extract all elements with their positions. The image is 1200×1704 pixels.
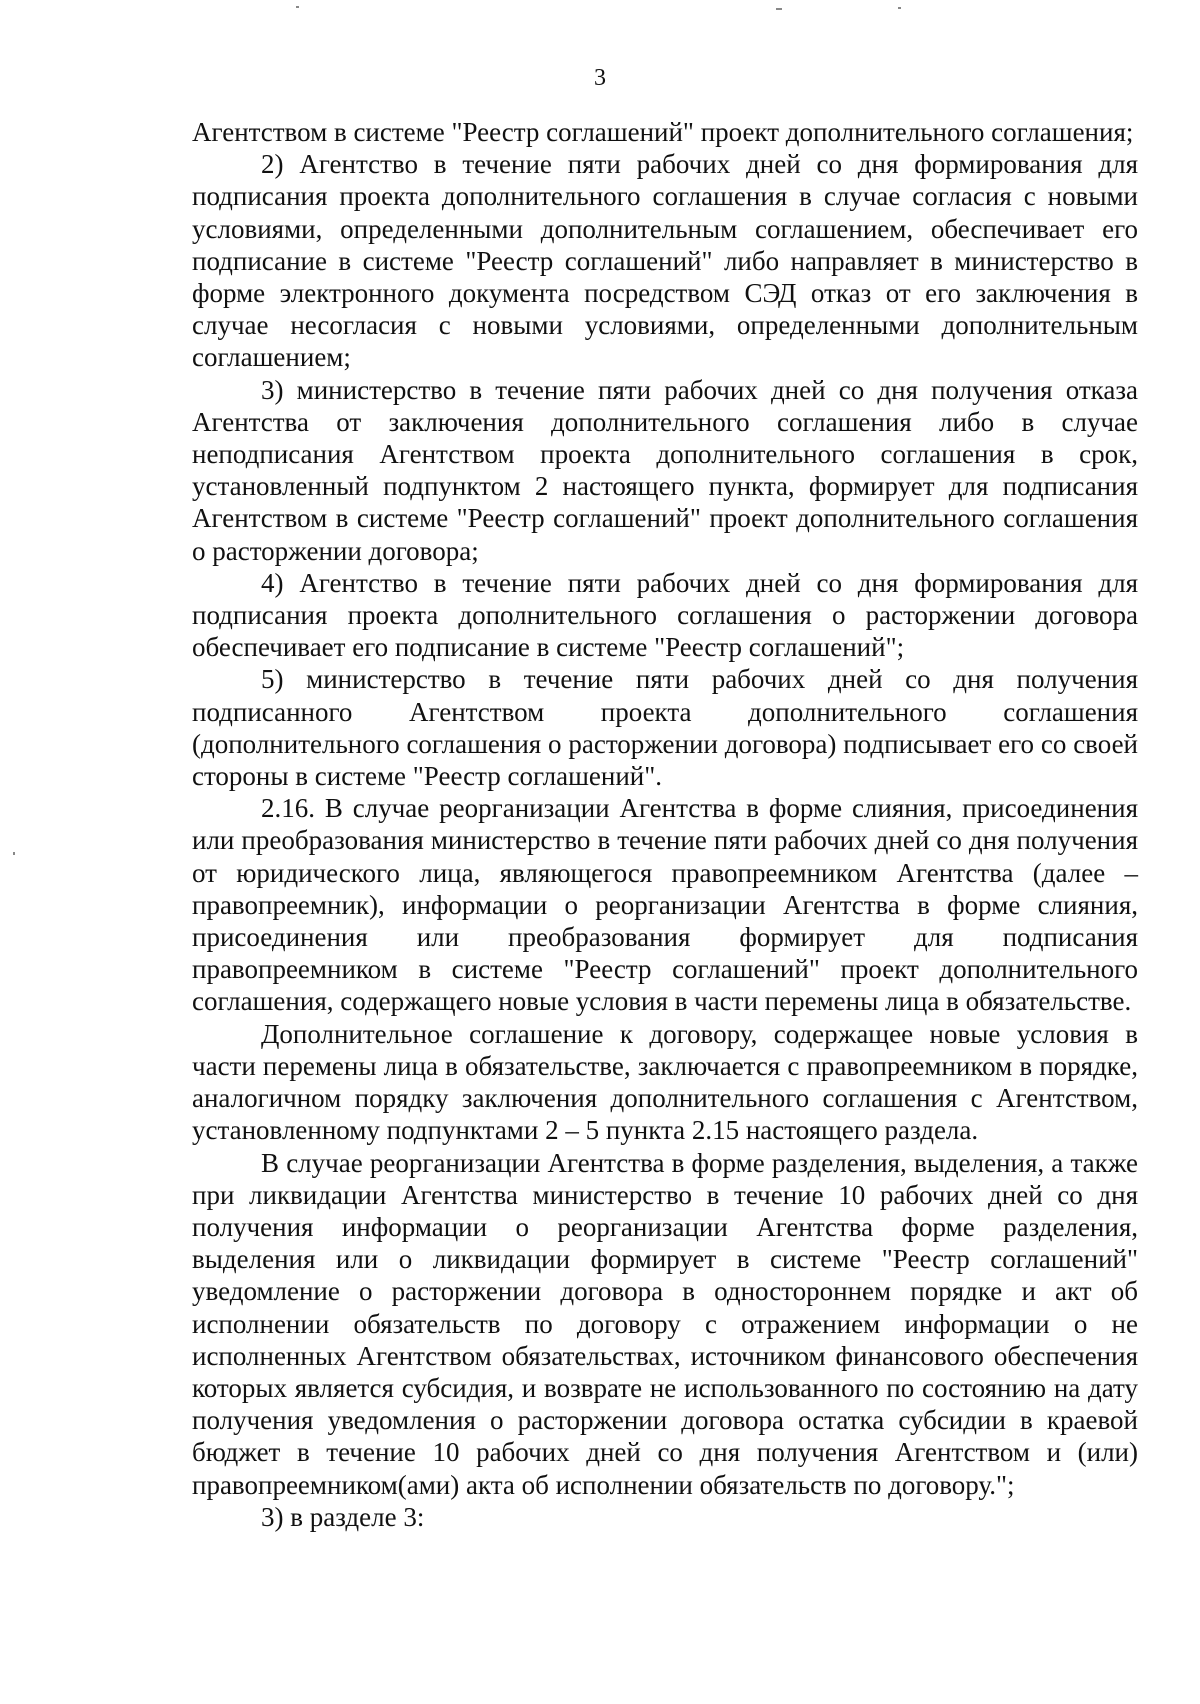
scan-speck [296,6,299,8]
paragraph: 3) министерство в течение пяти рабочих дней со дня получения отказа Агентства от заключения дополнительного соглашения либо в случае неподписания Агентством проекта дополнительного соглашения в срок, установленный подпунктом 2 настоящего пункта, формирует для подписания Агентством в системе "Реестр соглашений" проект дополнительного соглашения о расторжении договора; [192,374,1138,566]
page-number: 3 [594,65,606,91]
scan-speck [13,852,15,855]
paragraph: 5) министерство в течение пяти рабочих дней со дня получения подписанного Агентством проекта дополнительного соглашения (дополнительного соглашения о расторжении договора) подписывает его со своей стороны в системе "Реестр соглашений". [192,664,1138,792]
scan-speck [776,8,782,10]
paragraph: В случае реорганизации Агентства в форме разделения, выделения, а также при ликвидации Агентства министерство в течение 10 рабочих дней со дня получения информации о реорганизации Агентства форме разделения, выделения или о ликвидации формирует в системе "Реестр соглашений" уведомление о расторжении договора в одностороннем порядке и акт об исполнении обязательств по договору с отражением информации о не исполненных Агентством обязательствах, источником финансового обеспечения которых является субсидия, и возврате не использованного по состоянию на дату получения уведомления о расторжении договора остатка субсидии в краевой бюджет в течение 10 рабочих дней со дня получения Агентством и (или) правопреемником(ами) акта об исполнении обязательств по договору."; [192,1147,1138,1500]
paragraph: 3) в разделе 3: [261,1501,425,1532]
paragraph: 2) Агентство в течение пяти рабочих дней со дня формирования для подписания проекта дополнительного соглашения в случае согласия с новыми условиями, определенными дополнительным соглашением, обеспечивает его подписание в системе "Реестр соглашений" либо направляет в министерство в форме электронного документа посредством СЭД отказ от его заключения в случае несогласия с новыми условиями, определенными дополнительным соглашением; [192,149,1138,373]
paragraph: Дополнительное соглашение к договору, содержащее новые условия в части перемены лица в обязательстве, заключается с правопреемником в порядке, аналогичном порядку заключения дополнительного соглашения с Агентством, установленному подпунктами 2 – 5 пункта 2.15 настоящего раздела. [192,1018,1138,1146]
scan-speck [898,7,901,9]
paragraph: 4) Агентство в течение пяти рабочих дней со дня формирования для подписания проекта дополнительного соглашения о расторжении договора обеспечивает его подписание в системе "Реестр соглашений"; [192,567,1138,663]
body-text [192,116,1138,1533]
paragraph: Агентством в системе "Реестр соглашений" проект дополнительного соглашения; [192,117,1134,147]
paragraph: 2.16. В случае реорганизации Агентства в форме слияния, присоединения или преобразования министерство в течение пяти рабочих дней со дня получения от юридического лица, являющегося правопреемником Агентства (далее – правопреемник), информации о реорганизации Агентства в форме слияния, присоединения или преобразования формирует для подписания правопреемником в системе "Реестр соглашений" проект дополнительного соглашения, содержащего новые условия в части перемены лица в обязательстве. [192,793,1138,1017]
